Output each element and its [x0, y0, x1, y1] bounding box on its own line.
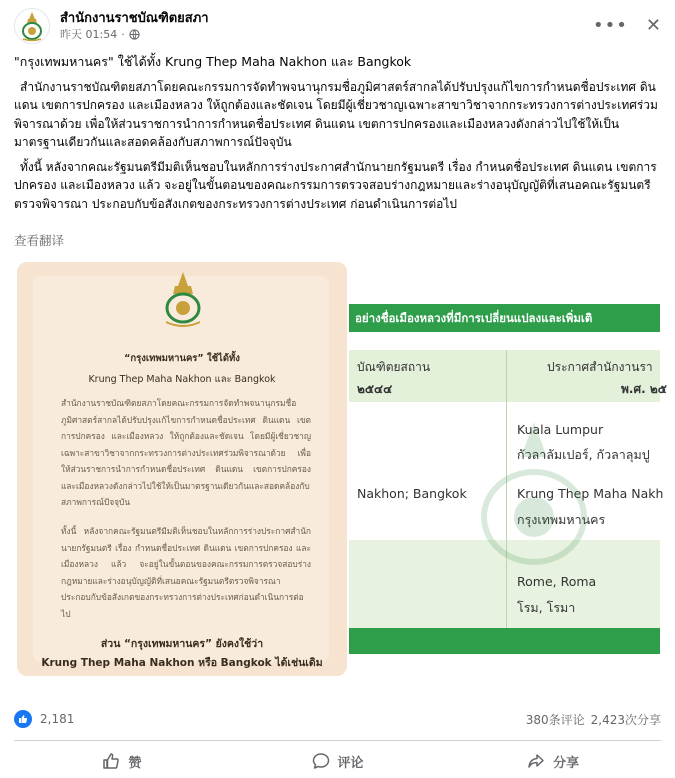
- table-header-col1: บัณฑิตยสถาน: [357, 360, 431, 374]
- like-count[interactable]: 2,181: [40, 712, 75, 726]
- comment-button[interactable]: [230, 744, 446, 778]
- thumbs-up-icon: [102, 752, 120, 770]
- table-cell-right-b: กรุงเทพมหานคร: [517, 512, 606, 527]
- table-cell-right-a: Rome, Roma: [517, 574, 597, 589]
- reaction-stats: [14, 708, 661, 730]
- royal-society-emblem-icon: [158, 270, 208, 332]
- poster-image[interactable]: [17, 262, 347, 676]
- page-avatar[interactable]: [14, 8, 50, 44]
- share-count[interactable]: 2,423次分享: [590, 712, 661, 727]
- table-image[interactable]: [349, 262, 667, 676]
- post-title: "กรุงเทพมหานคร" ใช้ได้ทั้ง Krung Thep Maha Nakhon และ Bangkok: [14, 54, 412, 69]
- table-cell-right-a: Krung Thep Maha Nakh: [517, 486, 664, 501]
- share-icon: [527, 752, 545, 770]
- table-cell-right-b: โรม, โรมา: [517, 600, 576, 615]
- like-reaction-icon[interactable]: [14, 710, 32, 728]
- table-header: [349, 350, 667, 402]
- post-actions: [14, 744, 661, 778]
- share-label: 分享: [553, 755, 580, 771]
- table-header-col1-year: ๒๕๔๔: [357, 382, 393, 396]
- close-icon[interactable]: ✕: [645, 15, 661, 36]
- table-footer-bar: [349, 628, 660, 654]
- poster-paragraph-1: สำนักงานราชบัณฑิตยสภาโดยคณะกรรมการจัดทำพจนานุกรมชื่อภูมิศาสตร์สากลได้ปรับปรุงแก้ไขการกำหนดชื่อประเทศ ดินแดน เขตการปกครอง และเมืองหลวง ให้ถูกต้องและชัดเจน โดยมีผู้เชี่ยวชาญเฉพาะสาขาวิชาจากกระทรวงการต่างประเทศร่วมพิจารณาด้วย เพื่อให้ส่วนราชการนำการกำหนดชื่อประเทศ ดินแดน เขตการปกครองและเมืองหลวงดังกล่าวไปใช้ให้เป็นมาตรฐานเดียวกันและสอดคล้องกับสภาพการณ์ปัจจุบัน: [61, 398, 311, 507]
- post-header: [14, 6, 661, 46]
- emblem-watermark-icon: [459, 412, 609, 582]
- more-horizontal-icon[interactable]: •••: [593, 15, 628, 36]
- post-time[interactable]: 昨天 01:54: [60, 28, 118, 41]
- comment-label: 评论: [337, 755, 364, 771]
- table-title: อย่างชื่อเมืองหลวงที่มีการเปลี่ยนแปลงและเพิ่มเติ: [349, 304, 660, 332]
- share-button[interactable]: [445, 744, 661, 778]
- table-header-col2: ประกาศสำนักงานรา: [547, 360, 653, 374]
- table-cell-left: Nakhon; Bangkok: [357, 486, 467, 501]
- like-label: 赞: [128, 755, 142, 771]
- actions-divider: [14, 740, 661, 741]
- poster-paragraph-2: ทั้งนี้ หลังจากคณะรัฐมนตรีมีมติเห็นชอบในหลักการร่างประกาศสำนักนายกรัฐมนตรี เรื่อง กำหนดชื่อประเทศ ดินแดน เขตการปกครอง และเมืองหลวง แล้ว จะอยู่ในขั้นตอนของคณะกรรมการตรวจสอบร่างกฎหมายและร่างอนุบัญญัติที่เสนอคณะรัฐมนตรีตรวจพิจารณา ประกอบกับข้อสังเกตของกระทรวงการต่างประเทศก่อนดำเนินการต่อไป: [61, 526, 311, 619]
- post-media[interactable]: [15, 262, 667, 676]
- post-text: [14, 53, 664, 219]
- globe-icon: [129, 29, 140, 40]
- table-header-col2-year: พ.ศ. ๒๕: [621, 382, 667, 396]
- poster-title-thai: “กรุงเทพมหานคร” ใช้ได้ทั้ง: [124, 353, 240, 364]
- royal-society-emblem-icon: [18, 10, 46, 42]
- page-name[interactable]: สำนักงานราชบัณฑิตยสภา: [60, 11, 209, 26]
- poster-footer-line-1: ส่วน “กรุงเทพมหานคร” ยังคงใช้ว่า: [100, 638, 264, 650]
- dot-separator: ·: [121, 28, 125, 41]
- post-paragraph-2: ทั้งนี้ หลังจากคณะรัฐมนตรีมีมติเห็นชอบในหลักการร่างประกาศสำนักนายกรัฐมนตรี เรื่อง กำหนดชื่อประเทศ ดินแดน เขตการปกครอง และเมืองหลวง แล้ว จะอยู่ในขั้นตอนของคณะกรรมการตรวจสอบร่างกฎหมายและร่างอนุบัญญัติที่เสนอคณะรัฐมนตรีตรวจพิจารณา ประกอบกับข้อสังเกตของกระทรวงการต่างประเทศ ก่อนดำเนินการต่อไป: [14, 159, 657, 211]
- post-paragraph-1: สำนักงานราชบัณฑิตยสภาโดยคณะกรรมการจัดทำพจนานุกรมชื่อภูมิศาสตร์สากลได้ปรับปรุงแก้ไขการกำหนดชื่อประเทศ ดินแดน เขตการปกครอง และเมืองหลวง ให้ถูกต้องและชัดเจน โดยมีผู้เชี่ยวชาญเฉพาะสาขาวิชาจากกระทรวงการต่างประเทศร่วมพิจารณาด้วย เพื่อให้ส่วนราชการนำการกำหนดชื่อประเทศ ดินแดน เขตการปกครองและเมืองหลวงดังกล่าวไปใช้ให้เป็นมาตรฐานเดียวกันและสอดคล้องกับสภาพการณ์ปัจจุบัน: [14, 79, 658, 149]
- comment-icon: [312, 752, 330, 770]
- see-translation-link[interactable]: 查看翻译: [14, 233, 65, 248]
- poster-title-english: Krung Thep Maha Nakhon และ Bangkok: [88, 374, 276, 385]
- like-button[interactable]: [14, 744, 230, 778]
- comment-count[interactable]: 380条评论: [525, 712, 585, 727]
- table-cell-right-a: Kuala Lumpur: [517, 422, 604, 437]
- table-cell-right-b: กัวลาลัมเปอร์, กัวลาลุมปู: [517, 447, 650, 462]
- poster-footer-line-2: Krung Thep Maha Nakhon หรือ Bangkok ได้เช่นเดิม: [41, 657, 323, 669]
